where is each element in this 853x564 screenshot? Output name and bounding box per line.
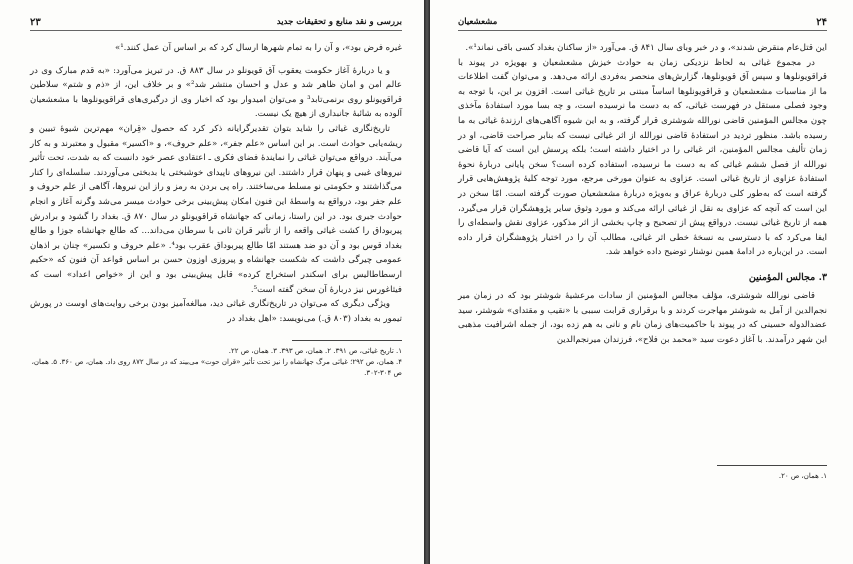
paragraph: تاریخ‌نگاری غیاثی را شاید بتوان تقدیرگرایانه ذکر کرد که حصول «قِران» مهم‌ترین شیوهٔ تبیین و ریشه‌یابی حوادث است. بر این اساس «علم جفر»، «علم حروف»، و «اکسیر» مقبول و معتبرند و به کار می‌آیند. درواقع می‌توان غیاثی را نمایندهٔ فضای فکری ـ اعتقادی عصر خود دانست که به شدت، تحت تأثیر نیروهای غیبی و پنهان قرار داشتند. این نیروهای ناپیدای خوشبختی یا بدبختی می‌آوردند. سلسله‌ای را کنار می‌گذاشتند و حکومتی نو مسلط می‌ساختند. راه پی بردن به رمز و راز این نیروها، آگاهی از علم حروف و علم جفر بود، درواقع به واسطهٔ این فنون امکان پیش‌بینی برخی حوادث میسر می‌شد وگرنه آغاز و انجام حوادث جبری بود. در این راستا، زمانی که جهانشاه قراقویونلو در سال ۸۷۰ ق. بغداد را گشود و برادرش پیربوداق را کشت غیاثی واقعه را از تأثیر قران ثانی با سرطان می‌داند... که طالع جهانشاه جوزا و طالع بغداد قوس بود و آن دو ضد هستند امّا طالع پیربوداق عقرب بود⁴. «علم حروف و تکسیر» چنان بر اذهان عمومی چیرگی داشت که شکست جهانشاه و پیروزی اوزون حسن بر اساس قواعد آن فنون که «حکیم ارسطاطالیس برای اسکندر استخراج کرده» قابل پیش‌بینی بود و این از «خواص اعداد» است که فیثاغورس نیز دربارهٔ آن سخن گفته است⁵. <box>30 123 403 295</box>
paragraph: ویژگی دیگری که می‌توان در تاریخ‌نگاری غیاثی دید، مبالغه‌آمیز بودن برخی روایت‌های اوست در پورش تیمور به بغداد (۸۰۳ ق.) می‌نویسد: «اهل بغداد در <box>30 299 402 324</box>
left-page <box>0 0 424 564</box>
page-number: ۲۳ <box>30 16 41 28</box>
footnote-divider <box>717 465 827 466</box>
right-page <box>430 0 853 564</box>
footnote-divider <box>292 340 402 341</box>
footnote: ۱. همان، ص ۲۰. <box>778 472 827 481</box>
footnote: ۴. همان، ص ۲۹۲؛ غیاثی مرگ جهانشاه را نیز تحت تأثیر «قران حوت» می‌بیند که در سال ۸۷۲ روی داد. همان، ص ۳۶۰. ۵. همان، ص ۳۰۴-۳۰۲. <box>31 358 402 378</box>
paragraph: و یا دربارهٔ آغاز حکومت یعقوب آق قویونلو در سال ۸۸۳ ق. در تبریز می‌آورد: «به قدم مبارک وی در عالم امن و امان ظاهر شد و عدل و احسان منتشر شد²» و بر خلاف این، از «ذم و شتم» سلاطین قراقویونلو روی برنمی‌تابد³ و می‌توان امیدوار بود که اخبار وی از درگیری‌های قراقویونلوها با مشعشعیان آلوده به شائبهٔ جانبداری از هیچ یک نیست. <box>30 65 402 120</box>
paragraph: این قتل‌عام منقرض شدند»، و در خبر وبای سال ۸۴۱ ق. می‌آورد «از ساکنان بغداد کسی باقی نماند¹». <box>465 43 827 53</box>
running-title: مشعشعیان <box>458 17 498 27</box>
footnote: ۱. تاریخ غیاثی، ص ۳۹۱. ۲. همان، ص ۳۹۳. ۳. همان، ص ۲۲. <box>228 347 402 356</box>
paragraph: قاضی نورالله شوشتری، مؤلف مجالس المؤمنین از سادات مرعشیهٔ شوشتر بود که در زمان میر نجم‌الدین از آمل به شوشتر مهاجرت کردند و با برقراری قرابت سببی با «نقیب و مقتدای» شوشتر، سید عضدالدوله حسینی که در پیوند با حاکمیت‌های زمان نام و نانی به هم زده بود، از جمله اشرافیت مذهبی این شهر درآمدند. با آغاز دعوت سید «محمد بن فلاح»، فرزندان میرنجم‌الدین <box>458 290 827 345</box>
paragraph: در مجموع غیاثی به لحاظ نزدیکی زمان به حوادث خیزش مشعشعیان و بهویژه در پیوند با قراقویونلوها و سپس آق قویونلوها، گزارش‌های منحصر به‌فردی ارائه می‌دهد. و می‌توان گفت اطلاعات ما از مناسبات مشعشعیان و قراقویونلوها اساساً مبتنی بر تاریخ غیاثی است. افزون بر این، با توجه به وجود فصلی مستقل در فهرست غیاثی، که به دست ما نرسیده است، و چه بسا مورد استفادهٔ مآخذی چون مجالس المؤمنین قاضی نورالله شوشتری قرار گرفته، و به این شیوه آگاهی‌های ارزندهٔ غیاثی به ما رسیده باشد. منظور تردید در استفادهٔ قاضی نورالله از اثر غیاثی نیست که بنابر صراحت قاضی، او در زمان تألیف مجالس المؤمنین، اثر غیاثی را در اختیار داشته است؛ بلکه پرسش این است که آیا قاضی نورالله از فصل ششم غیاثی که به دست ما نرسیده، استفاده کرده است؟ سخن پایانی دربارهٔ نحوهٔ استفادهٔ عزاوی از تاریخ غیاثی است. عزاوی به عنوان مورخی مرجع، مورد توجه کلیهٔ پژوهش‌هایی قرار گرفته است که به‌طور کلی دربارهٔ عراق و به‌ویژه دربارهٔ مشعشعیان صورت گرفته است. امّا سخن در این است که آنچه که عزاوی به نقل از غیاثی ارائه می‌کند و مورد وثوق سایر پژوهشگران قرار می‌گیرد، همه از تاریخ غیاثی نیست. درواقع پیش از تصحیح و چاپ بخشی از اثر مذکور، عزاوی نقش واسطه‌ای را ایفا می‌کرد که با دسترسی به نسخهٔ خطی اثر غیاثی، مطالب آن را در اختیار پژوهشگران قرار داده است. در این‌باره در ادامهٔ همین نوشتار توضیح داده خواهد شد. <box>458 57 827 258</box>
paragraph: غیره فرض بود»، و آن را به تمام شهرها ارسال کرد که بر اساس آن عمل کنند.¹» <box>114 43 402 53</box>
section-heading: ۳. مجالس المؤمنین <box>748 271 827 283</box>
right-page-header <box>458 14 827 31</box>
page-number: ۲۴ <box>816 16 827 28</box>
left-page-header <box>30 14 402 31</box>
running-title: بررسی و نقد منابع و تحقیقات جدید <box>276 17 402 27</box>
